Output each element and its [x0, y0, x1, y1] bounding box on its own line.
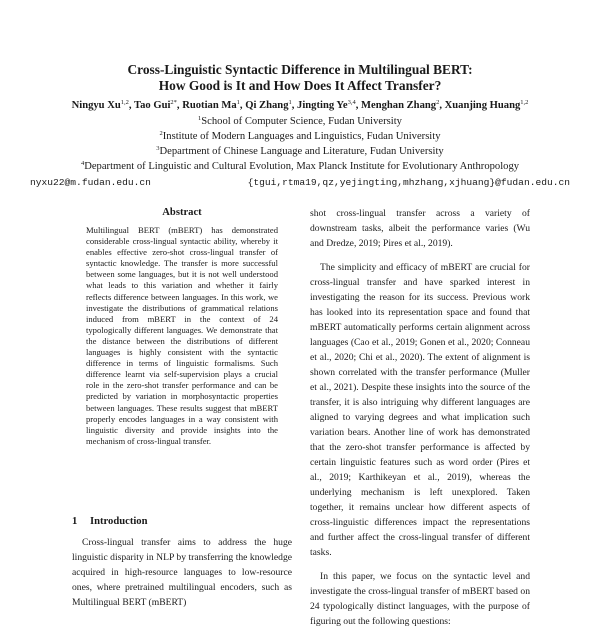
author-affiliation-mark: 3,4 [347, 99, 356, 106]
affiliation-text: Department of Chinese Language and Literature, Fudan University [159, 146, 444, 157]
author-name: Menghan Zhang [361, 100, 437, 111]
author-affiliation-mark: 2 [436, 99, 440, 106]
affiliation-text: School of Computer Science, Fudan University [201, 116, 402, 127]
author-name: Jingting Ye [297, 100, 348, 111]
title-line-2: How Good is It and How Does It Affect Transfer? [158, 78, 442, 93]
author-name: Ningyu Xu [71, 100, 121, 111]
affiliation-2 [10, 131, 590, 142]
affiliation-mark: 3 [156, 145, 160, 152]
author-name: Qi Zhang [245, 100, 289, 111]
right-column [310, 206, 530, 638]
right-paragraph-3: In this paper, we focus on the syntactic level and investigate the cross-lingual transfer of mBERT based on 24 typologically distinct languages, with the purpose of figuring out the following questions: [310, 571, 530, 627]
abstract-heading: Abstract [162, 207, 202, 218]
affiliation-mark: 2 [159, 130, 163, 137]
author-list: Ningyu Xu$^{1,2}$, Tao Gui$^{2*}$, Ruotian Ma$^1$, Qi Zhang$^1$, Jingting Ye$^{3,4}$, Menghan Zhang$^2$, Xuanjing Huang$^{1,2}$ [71, 99, 529, 111]
author-name: Xuanjing Huang [444, 100, 521, 111]
title-line-1: Cross-Linguistic Syntactic Difference in Multilingual BERT: [127, 62, 473, 77]
affiliation-mark: 1 [198, 115, 202, 122]
right-paragraph-2: The simplicity and efficacy of mBERT are crucial for cross-lingual transfer and have sparked interest in investigating the reason for its success. Previous work has looked into its representation space and found that mBERT automatically performs certain alignment across languages (Cao et al., 2019; Gonen et al., 2020; Conneau et al., 2020; Chi et al., 2020). The extent of alignment is shown correlated with the transfer performance (Muller et al., 2021). Despite these insights into the source of the transfer, it is also intriguing why different languages are aligned to varying degrees and what implication such variation bears. Another line of work has demonstrated that the zero-shot transfer performance is affected by certain linguistic features such as word order (Pires et al., 2019; Karthikeyan et al., 2019), whereas the underlying mechanism is left unexplored. Taken together, it remains unclear how different aspects of cross-linguistic differences impact the representations and further affect the cross-lingual transfer of different tasks. [310, 262, 530, 558]
author-affiliation-mark: 1 [288, 99, 292, 106]
email-line [30, 177, 570, 188]
author-affiliation-mark: 1,2 [120, 99, 129, 106]
affiliation-text: Institute of Modern Languages and Linguistics, Fudan University [162, 131, 441, 142]
author-affiliation-mark: 1,2 [520, 99, 529, 106]
affiliation-text: Department of Linguistic and Cultural Evolution, Max Planck Institute for Evolutionary Anthropology [84, 161, 520, 172]
author-affiliation-mark: 1 [236, 99, 240, 106]
author-name: Tao Gui [134, 100, 171, 111]
right-paragraph-1: shot cross-lingual transfer across a variety of downstream tasks, albeit the performance varies (Wu and Dredze, 2019; Pires et al., 2019). [310, 208, 530, 249]
section-title: Introduction [90, 516, 148, 527]
section-number: 1 [72, 516, 78, 527]
author-affiliation-mark: 2* [170, 99, 177, 106]
abstract-body: Multilingual BERT (mBERT) has demonstrated considerable cross-lingual syntactic ability, whereby it enables effective zero-shot cross-lingual transfer of syntactic knowledge. The transfer is more successful between some languages, but it is not well understood what leads to this variation and whether it fairly reflects difference between languages. In this work, we investigate the distributions of grammatical relations induced from mBERT in the context of 24 typologically different languages. We demonstrate that the distance between the distributions of different languages is highly consistent with the syntactic difference in terms of linguistic formalisms. Such difference learnt via self-supervision plays a crucial role in the zero-shot transfer performance and can be predicted by variation in morphosyntactic properties between languages. These results suggest that mBERT properly encodes languages in a way consistent with linguistic diversity and provide insights into the mechanism of cross-lingual transfer. [86, 225, 278, 446]
email-coauthors: {tgui,rtma19,qz,yejingting,mhzhang,xjhuang}@fudan.edu.cn [247, 177, 570, 188]
email-first-author: nyxu22@m.fudan.edu.cn [30, 177, 151, 188]
affiliation-3 [10, 146, 590, 157]
affiliation-4 [10, 161, 590, 172]
affiliation-1 [10, 116, 590, 127]
intro-paragraph-left: Cross-lingual transfer aims to address the huge linguistic disparity in NLP by transferring the knowledge acquired in high-resource languages to low-resource ones, where pretrained multilingual encoders, such as Multilingual BERT (mBERT) [72, 537, 292, 608]
paper-title [40, 62, 560, 94]
section-heading-introduction [72, 516, 148, 527]
author-name: Ruotian Ma [182, 100, 237, 111]
affiliation-mark: 4 [80, 160, 85, 167]
